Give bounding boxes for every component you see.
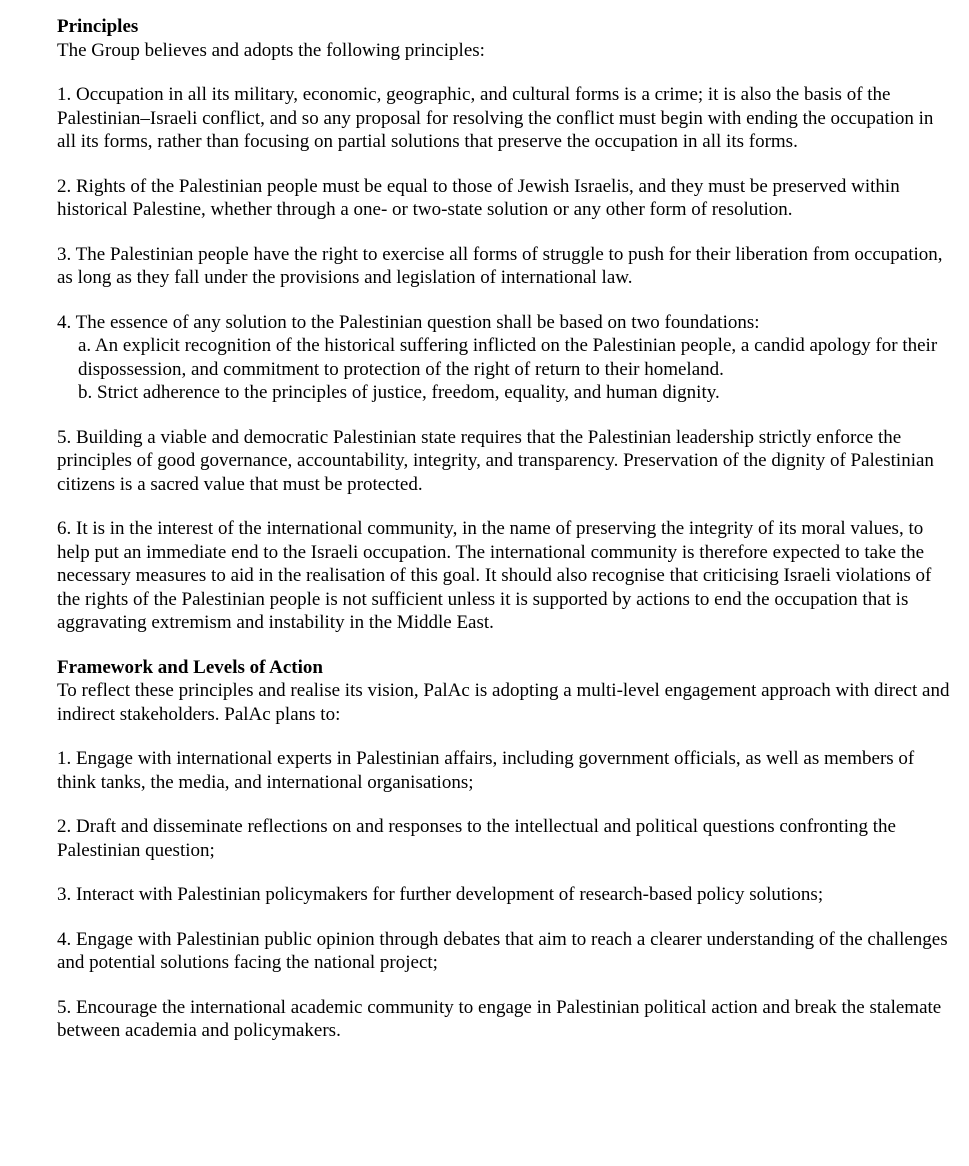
action-2: 2. Draft and disseminate reflections on and responses to the intellectual and political questions confronting the Palestinian question; <box>57 816 896 861</box>
principle-2: 2. Rights of the Palestinian people must be equal to those of Jewish Israelis, and they must be preserved within historical Palestine, whether through a one- or two-state solution or any other form of resolution. <box>57 175 900 220</box>
principles-heading: Principles <box>57 16 139 37</box>
principle-4-subitem-a: a. An explicit recognition of the historical suffering inflicted on the Palestinian people, a candid apology for their dispossession, and commitment to protection of the right of return to their homeland. <box>78 335 938 380</box>
principle-6: 6. It is in the interest of the international community, in the name of preserving the integrity of its moral values, to help put an immediate end to the Israeli occupation. The international community is therefore expected to take the necessary measures to aid in the realisation of this goal. It should also recognise that criticising Israeli violations of the rights of the Palestinian people is not sufficient unless it is supported by actions to end the occupation that is aggravating extremism and instability in the Middle East. <box>57 518 932 633</box>
principle-3: 3. The Palestinian people have the right to exercise all forms of struggle to push for their liberation from occupation, as long as they fall under the provisions and legislation of international law. <box>57 243 943 288</box>
principle-1: 1. Occupation in all its military, economic, geographic, and cultural forms is a crime; it is also the basis of the Palestinian–Israeli conflict, and so any proposal for resolving the conflict must begin with ending the occupation in all its forms, rather than focusing on partial solutions that preserve the occupation in all its forms. <box>57 84 934 152</box>
framework-intro: To reflect these principles and realise its vision, PalAc is adopting a multi-level engagement approach with direct and indirect stakeholders. PalAc plans to: <box>57 680 950 725</box>
action-4: 4. Engage with Palestinian public opinion through debates that aim to reach a clearer understanding of the challenges and potential solutions facing the national project; <box>57 928 948 973</box>
principle-4-subitem-b: b. Strict adherence to the principles of justice, freedom, equality, and human dignity. <box>78 382 720 403</box>
action-5: 5. Encourage the international academic community to engage in Palestinian political action and break the stalemate between academia and policymakers. <box>57 996 942 1041</box>
action-1: 1. Engage with international experts in Palestinian affairs, including government officials, as well as members of think tanks, the media, and international organisations; <box>57 748 915 793</box>
action-3: 3. Interact with Palestinian policymakers for further development of research-based policy solutions; <box>57 884 824 905</box>
document-body <box>57 15 957 1043</box>
framework-heading: Framework and Levels of Action <box>57 656 323 678</box>
principles-intro: The Group believes and adopts the following principles: <box>57 39 485 61</box>
principle-4: 4. The essence of any solution to the Palestinian question shall be based on two foundations: <box>57 311 760 333</box>
principle-5: 5. Building a viable and democratic Palestinian state requires that the Palestinian leadership strictly enforce the principles of good governance, accountability, integrity, and transparency. Preservation of the dignity of Palestinian citizens is a sacred value that must be protected. <box>57 426 934 495</box>
